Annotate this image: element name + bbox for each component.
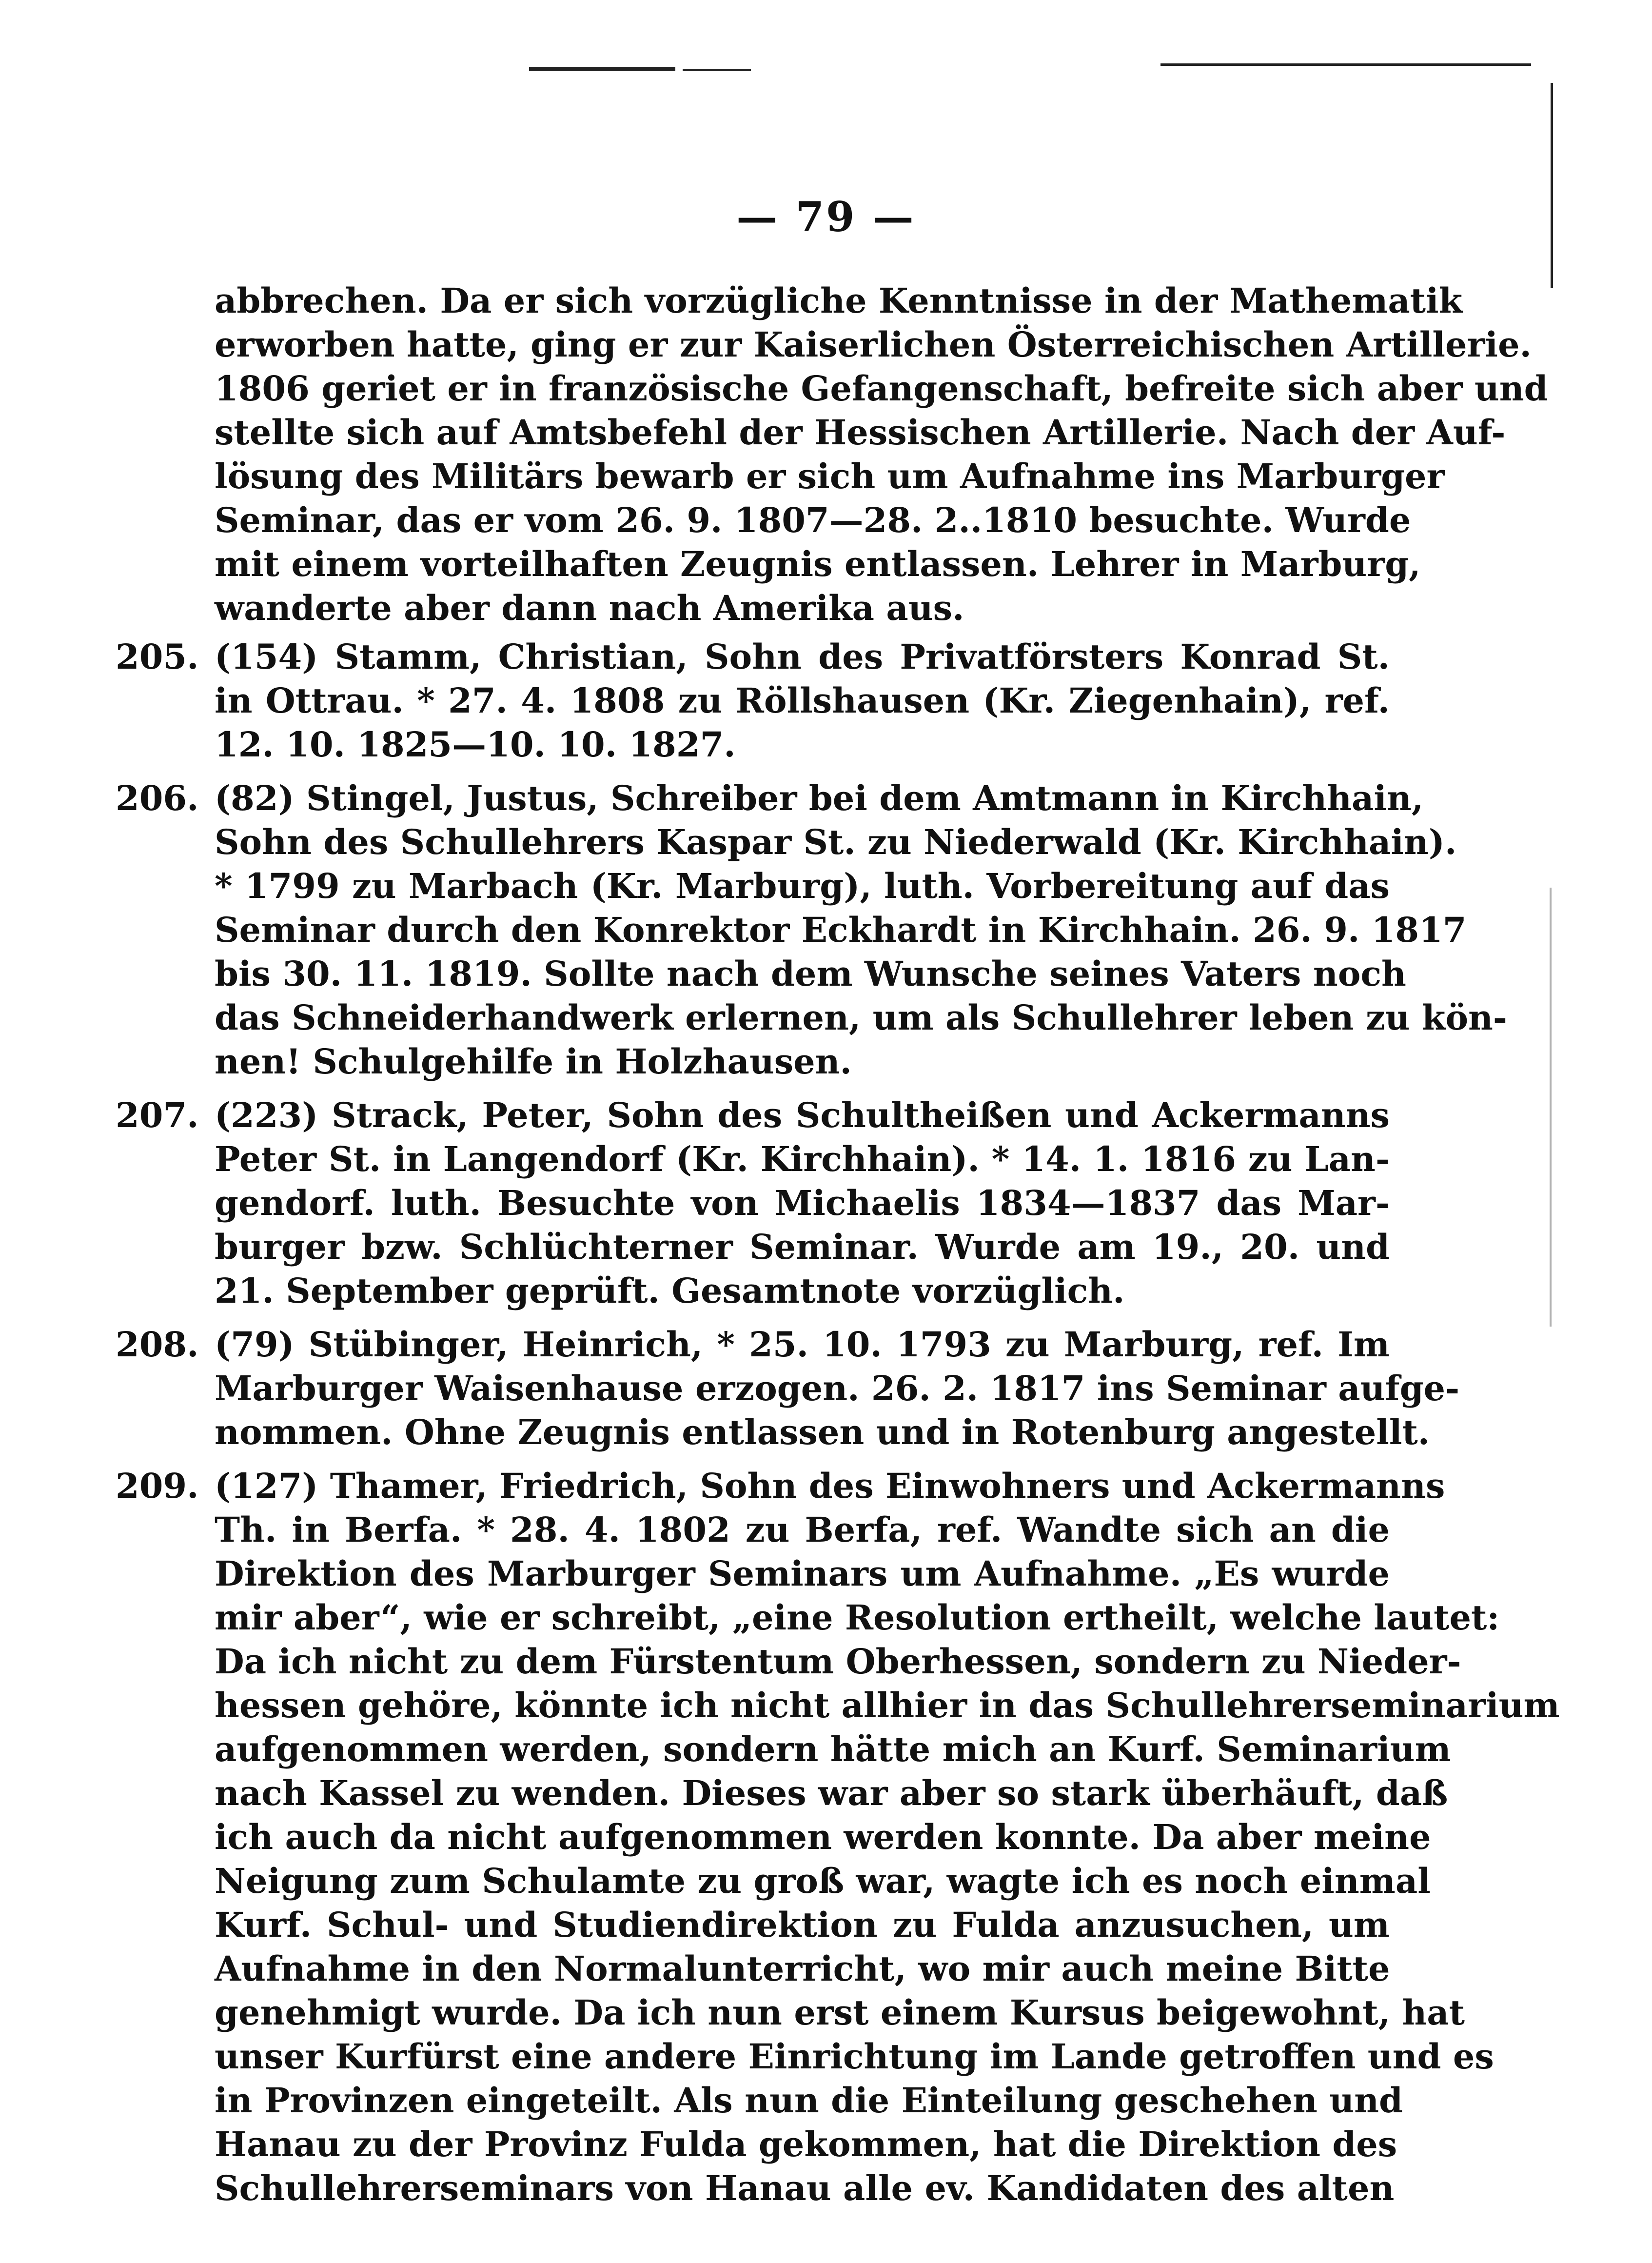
entry-number: 206. (116, 778, 199, 818)
intro-line: erworben hatte, ging er zur Kaiserlichen Österreichischen Artillerie. (215, 324, 1532, 365)
entry-line: in Provinzen eingeteilt. Als nun die Einteilung geschehen und (215, 2080, 1403, 2121)
entry-line: (154) Stamm, Christian, Sohn des Privatförsters Konrad St. (215, 636, 1390, 677)
entry-line: * 1799 zu Marbach (Kr. Marburg), luth. Vorbereitung auf das (215, 866, 1390, 906)
entry-line: gendorf. luth. Besuchte von Michaelis 1834—1837 das Mar- (215, 1183, 1390, 1223)
entry-line: Da ich nicht zu dem Fürstentum Oberhessen, sondern zu Nieder- (215, 1641, 1461, 1682)
entry-line: nach Kassel zu wenden. Dieses war aber so stark überhäuft, daß (215, 1773, 1448, 1813)
entry-line: hessen gehöre, könnte ich nicht allhier in das Schullehrerseminarium (215, 1685, 1560, 1726)
entry-line: (82) Stingel, Justus, Schreiber bei dem Amtmann in Kirchhain, (215, 778, 1424, 818)
entry-line: in Ottrau. * 27. 4. 1808 zu Röllshausen (Kr. Ziegenhain), ref. (215, 680, 1390, 721)
entry-number: 209. (116, 1466, 199, 1506)
intro-line: 1806 geriet er in französische Gefangenschaft, befreite sich aber und (215, 368, 1548, 409)
entry-line: Hanau zu der Provinz Fulda gekommen, hat die Direktion des (215, 2124, 1397, 2164)
entry-line: Marburger Waisenhause erzogen. 26. 2. 1817 ins Seminar aufge- (215, 1368, 1460, 1409)
entry-line: Kurf. Schul- und Studiendirektion zu Fulda anzusuchen, um (215, 1905, 1390, 1945)
entry-line: Peter St. in Langendorf (Kr. Kirchhain). * 14. 1. 1816 zu Lan- (215, 1139, 1390, 1179)
entry-number: 207. (116, 1095, 199, 1135)
intro-line: lösung des Militärs bewarb er sich um Aufnahme ins Marburger (215, 456, 1445, 496)
entry-line: burger bzw. Schlüchterner Seminar. Wurde am 19., 20. und (215, 1227, 1390, 1267)
entry-line: Th. in Berfa. * 28. 4. 1802 zu Berfa, ref. Wandte sich an die (215, 1509, 1390, 1550)
page-number: — 79 — (736, 193, 916, 241)
entry-number: 208. (116, 1324, 199, 1365)
entry-line: Sohn des Schullehrers Kaspar St. zu Niederwald (Kr. Kirchhain). (215, 822, 1457, 862)
entry-line: Schullehrerseminars von Hanau alle ev. Kandidaten des alten (215, 2168, 1395, 2208)
entry-line: nommen. Ohne Zeugnis entlassen und in Rotenburg angestellt. (215, 1412, 1430, 1452)
entry-line: bis 30. 11. 1819. Sollte nach dem Wunsche seines Vaters noch (215, 953, 1406, 994)
entry-line: Direktion des Marburger Seminars um Aufnahme. „Es wurde (215, 1553, 1390, 1594)
entry-line: aufgenommen werden, sondern hätte mich an Kurf. Seminarium (215, 1729, 1451, 1769)
entry-line: nen! Schulgehilfe in Holzhausen. (215, 1041, 852, 1082)
intro-line: stellte sich auf Amtsbefehl der Hessischen Artillerie. Nach der Auf- (215, 412, 1506, 453)
entry-line: (127) Thamer, Friedrich, Sohn des Einwohners und Ackermanns (215, 1466, 1445, 1506)
intro-line: mit einem vorteilhaften Zeugnis entlassen. Lehrer in Marburg, (215, 544, 1421, 584)
entry-line: Seminar durch den Konrektor Eckhardt in Kirchhain. 26. 9. 1817 (215, 910, 1467, 950)
entry-line: 21. September geprüft. Gesamtnote vorzüglich. (215, 1270, 1125, 1311)
entry-line: (223) Strack, Peter, Sohn des Schultheißen und Ackermanns (215, 1095, 1390, 1135)
entry-line: (79) Stübinger, Heinrich, * 25. 10. 1793 zu Marburg, ref. Im (215, 1324, 1390, 1365)
entry-line: 12. 10. 1825—10. 10. 1827. (215, 724, 736, 765)
entry-line: genehmigt wurde. Da ich nun erst einem Kursus beigewohnt, hat (215, 1992, 1465, 2033)
entry-number: 205. (116, 636, 199, 677)
entry-line: Neigung zum Schulamte zu groß war, wagte ich es noch einmal (215, 1861, 1431, 1901)
entry-line: unser Kurfürst eine andere Einrichtung im Lande getroffen und es (215, 2036, 1494, 2077)
intro-line: wanderte aber dann nach Amerika aus. (215, 588, 964, 628)
intro-line: abbrechen. Da er sich vorzügliche Kenntnisse in der Mathematik (215, 280, 1463, 321)
entry-line: ich auch da nicht aufgenommen werden konnte. Da aber meine (215, 1817, 1431, 1857)
intro-line: Seminar, das er vom 26. 9. 1807—28. 2..1810 besuchte. Wurde (215, 500, 1411, 540)
entry-line: das Schneiderhandwerk erlernen, um als Schullehrer leben zu kön- (215, 997, 1507, 1038)
entry-line: Aufnahme in den Normalunterricht, wo mir auch meine Bitte (215, 1948, 1390, 1989)
entry-line: mir aber“, wie er schreibt, „eine Resolution ertheilt, welche lautet: (215, 1597, 1500, 1638)
